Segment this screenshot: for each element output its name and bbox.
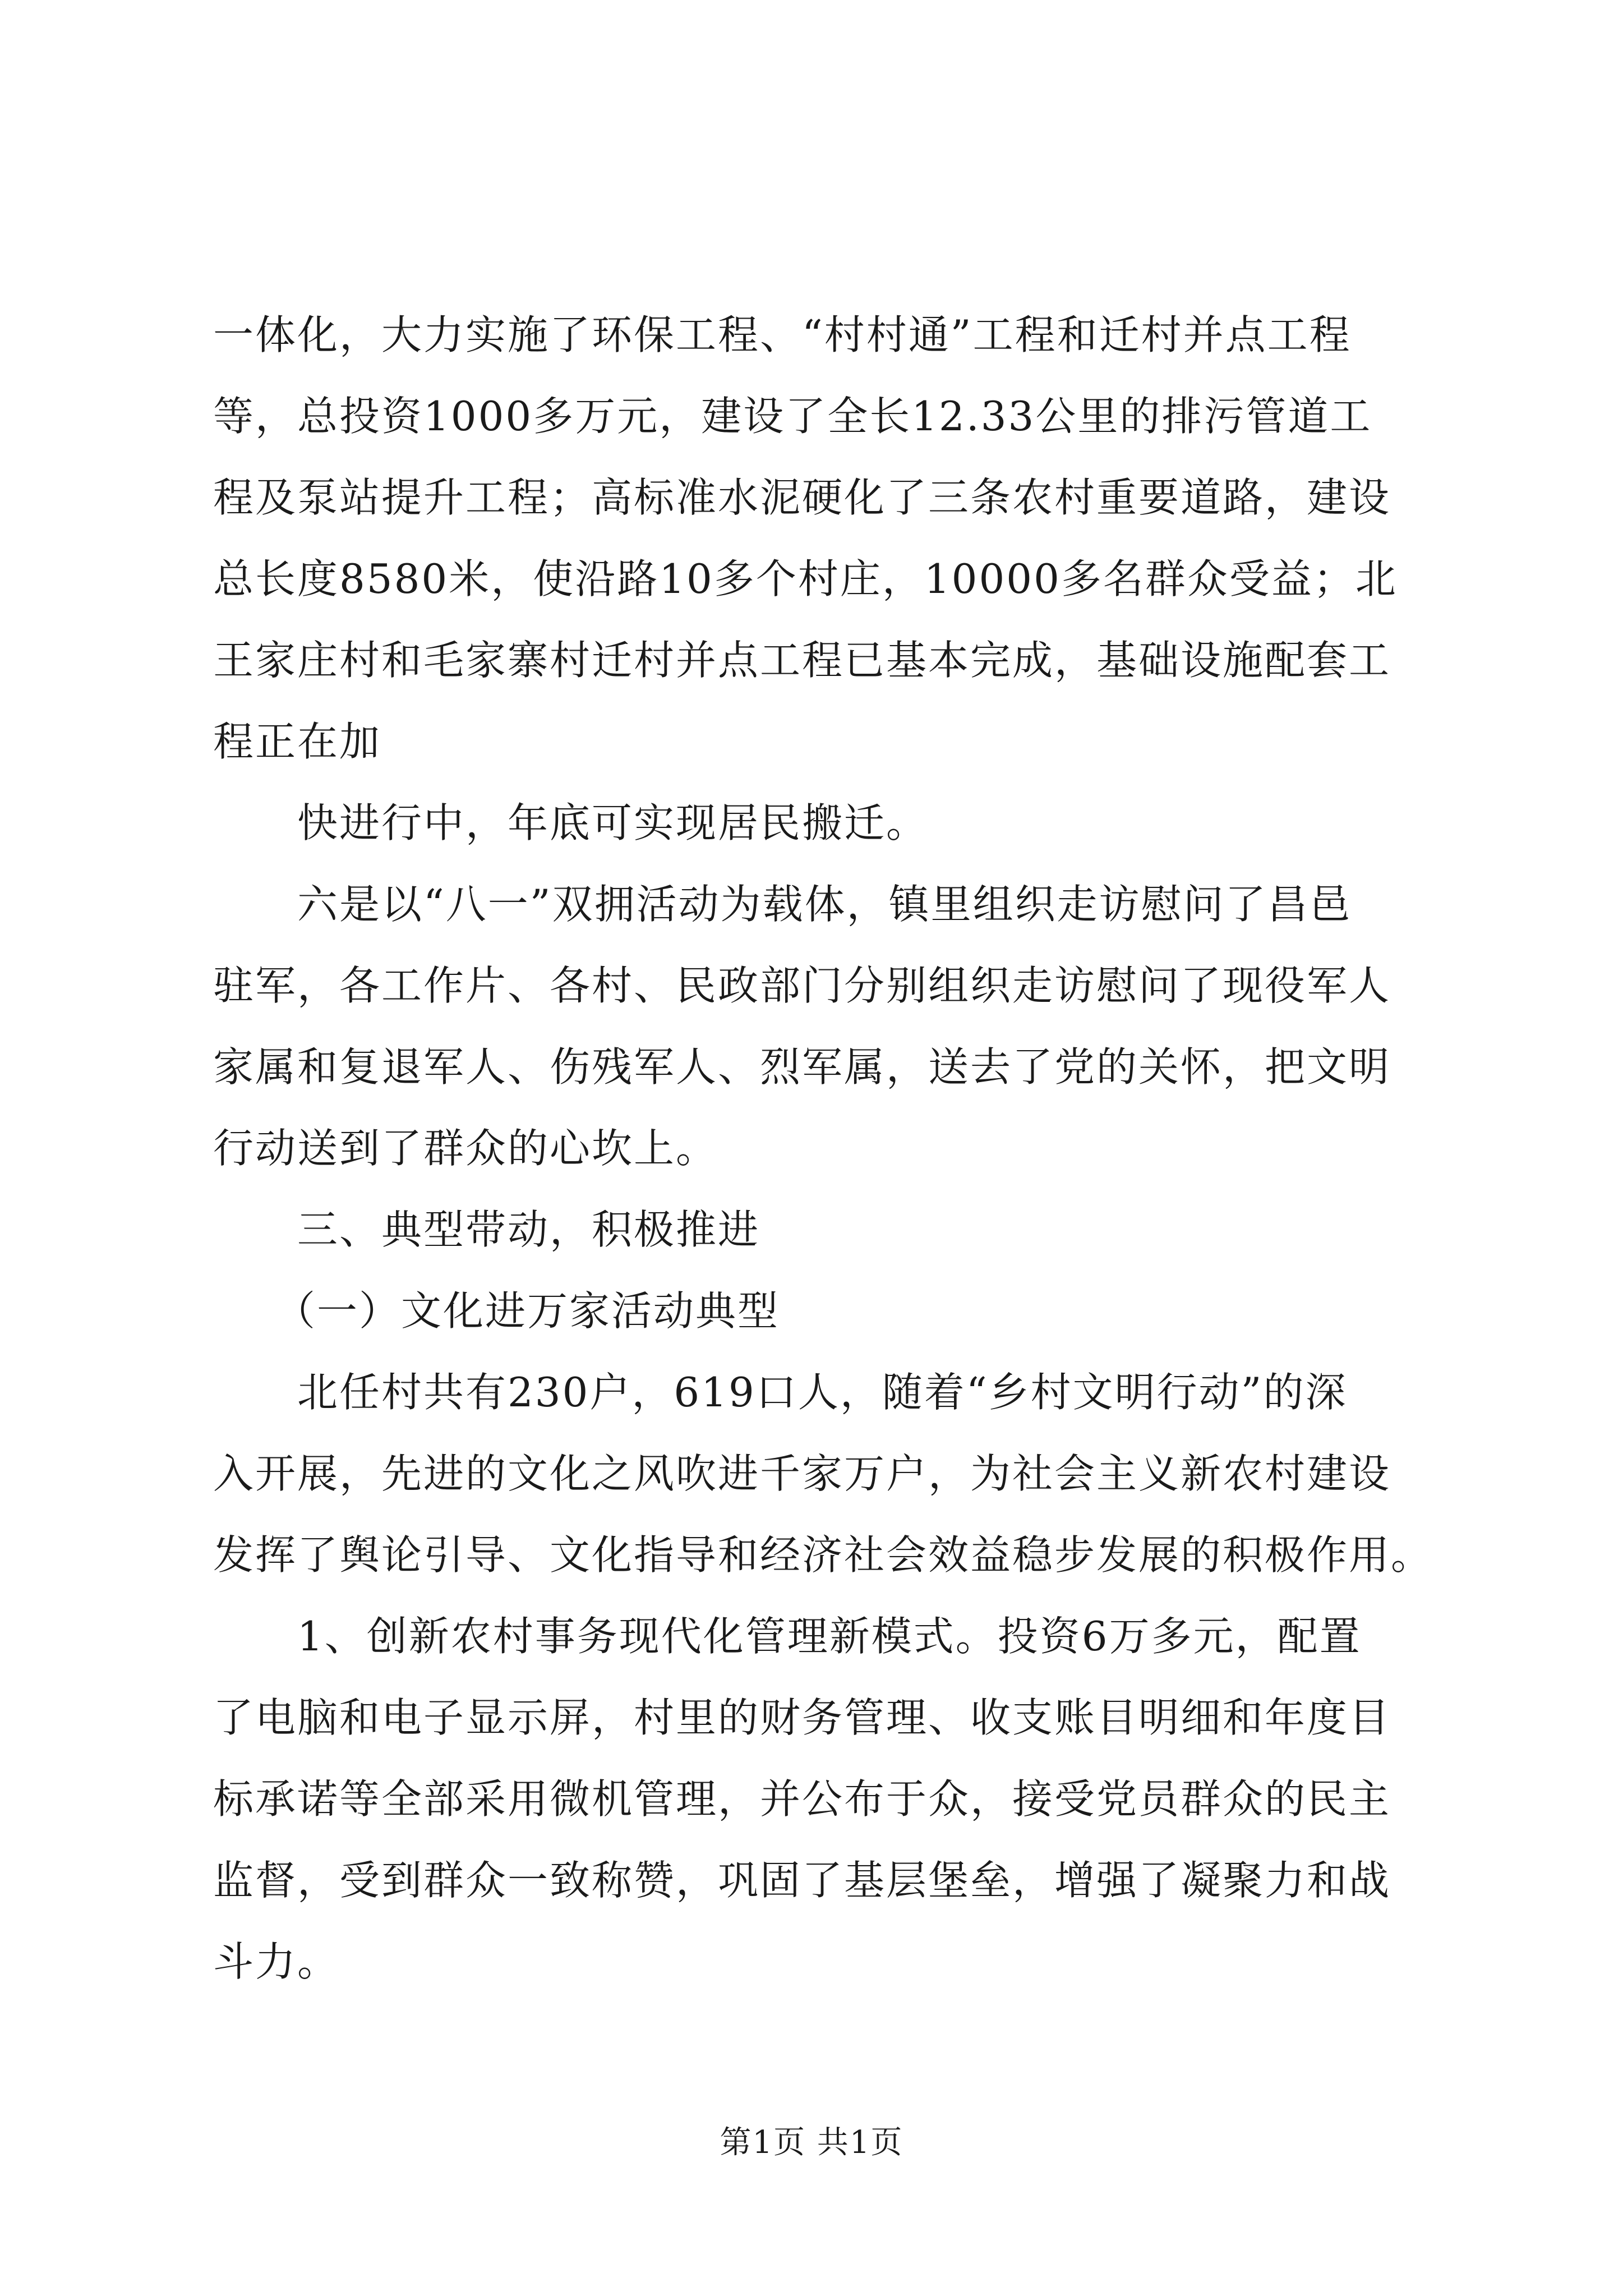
text-line: 程及泵站提升工程；高标准水泥硬化了三条农村重要道路，建设 bbox=[213, 474, 1391, 521]
page-footer bbox=[0, 2120, 1623, 2165]
text-line: 入开展，先进的文化之风吹进千家万户，为社会主义新农村建设 bbox=[213, 1450, 1391, 1497]
text-line: 等，总投资1000多万元，建设了全长12.33公里的排污管道工 bbox=[213, 393, 1372, 440]
paragraph-first-line: 1、创新农村事务现代化管理新模式。投资6万多元，配置 bbox=[297, 1613, 1362, 1660]
paragraph-first-line: 北任村共有230户，619口人，随着“乡村文明行动”的深 bbox=[297, 1369, 1348, 1416]
text-line: 驻军，各工作片、各村、民政部门分别组织走访慰问了现役军人 bbox=[213, 962, 1391, 1009]
text-line: 家属和复退军人、伤残军人、烈军属，送去了党的关怀，把文明 bbox=[213, 1043, 1391, 1091]
text-line: 发挥了舆论引导、文化指导和经济社会效益稳步发展的积极作用。 bbox=[213, 1531, 1433, 1579]
document-body bbox=[213, 295, 1433, 2003]
paragraph-first-line: 快进行中，年底可实现居民搬迁。 bbox=[297, 799, 929, 846]
section-heading: 三、典型带动，积极推进 bbox=[297, 1206, 760, 1253]
page-number-label: 第1页 共1页 bbox=[720, 2124, 903, 2161]
text-line: 总长度8580米，使沿路10多个村庄，10000多名群众受益；北 bbox=[213, 555, 1398, 602]
text-line: 标承诺等全部采用微机管理，并公布于众，接受党员群众的民主 bbox=[213, 1775, 1391, 1823]
text-line: 行动送到了群众的心坎上。 bbox=[213, 1125, 718, 1172]
text-line: 王家庄村和毛家寨村迁村并点工程已基本完成，基础设施配套工 bbox=[213, 637, 1391, 684]
paragraph-first-line: 六是以“八一”双拥活动为载体，镇里组织走访慰问了昌邑 bbox=[297, 881, 1352, 928]
text-line: 监督，受到群众一致称赞，巩固了基层堡垒，增强了凝聚力和战 bbox=[213, 1857, 1391, 1904]
text-line: 了电脑和电子显示屏，村里的财务管理、收支账目明细和年度目 bbox=[213, 1694, 1391, 1741]
text-line: 斗力。 bbox=[213, 1938, 340, 1985]
text-line: 程正在加 bbox=[213, 718, 382, 765]
text-line: 一体化，大力实施了环保工程、“村村通”工程和迁村并点工程 bbox=[213, 311, 1352, 358]
subsection-heading: （一）文化进万家活动典型 bbox=[275, 1287, 780, 1335]
